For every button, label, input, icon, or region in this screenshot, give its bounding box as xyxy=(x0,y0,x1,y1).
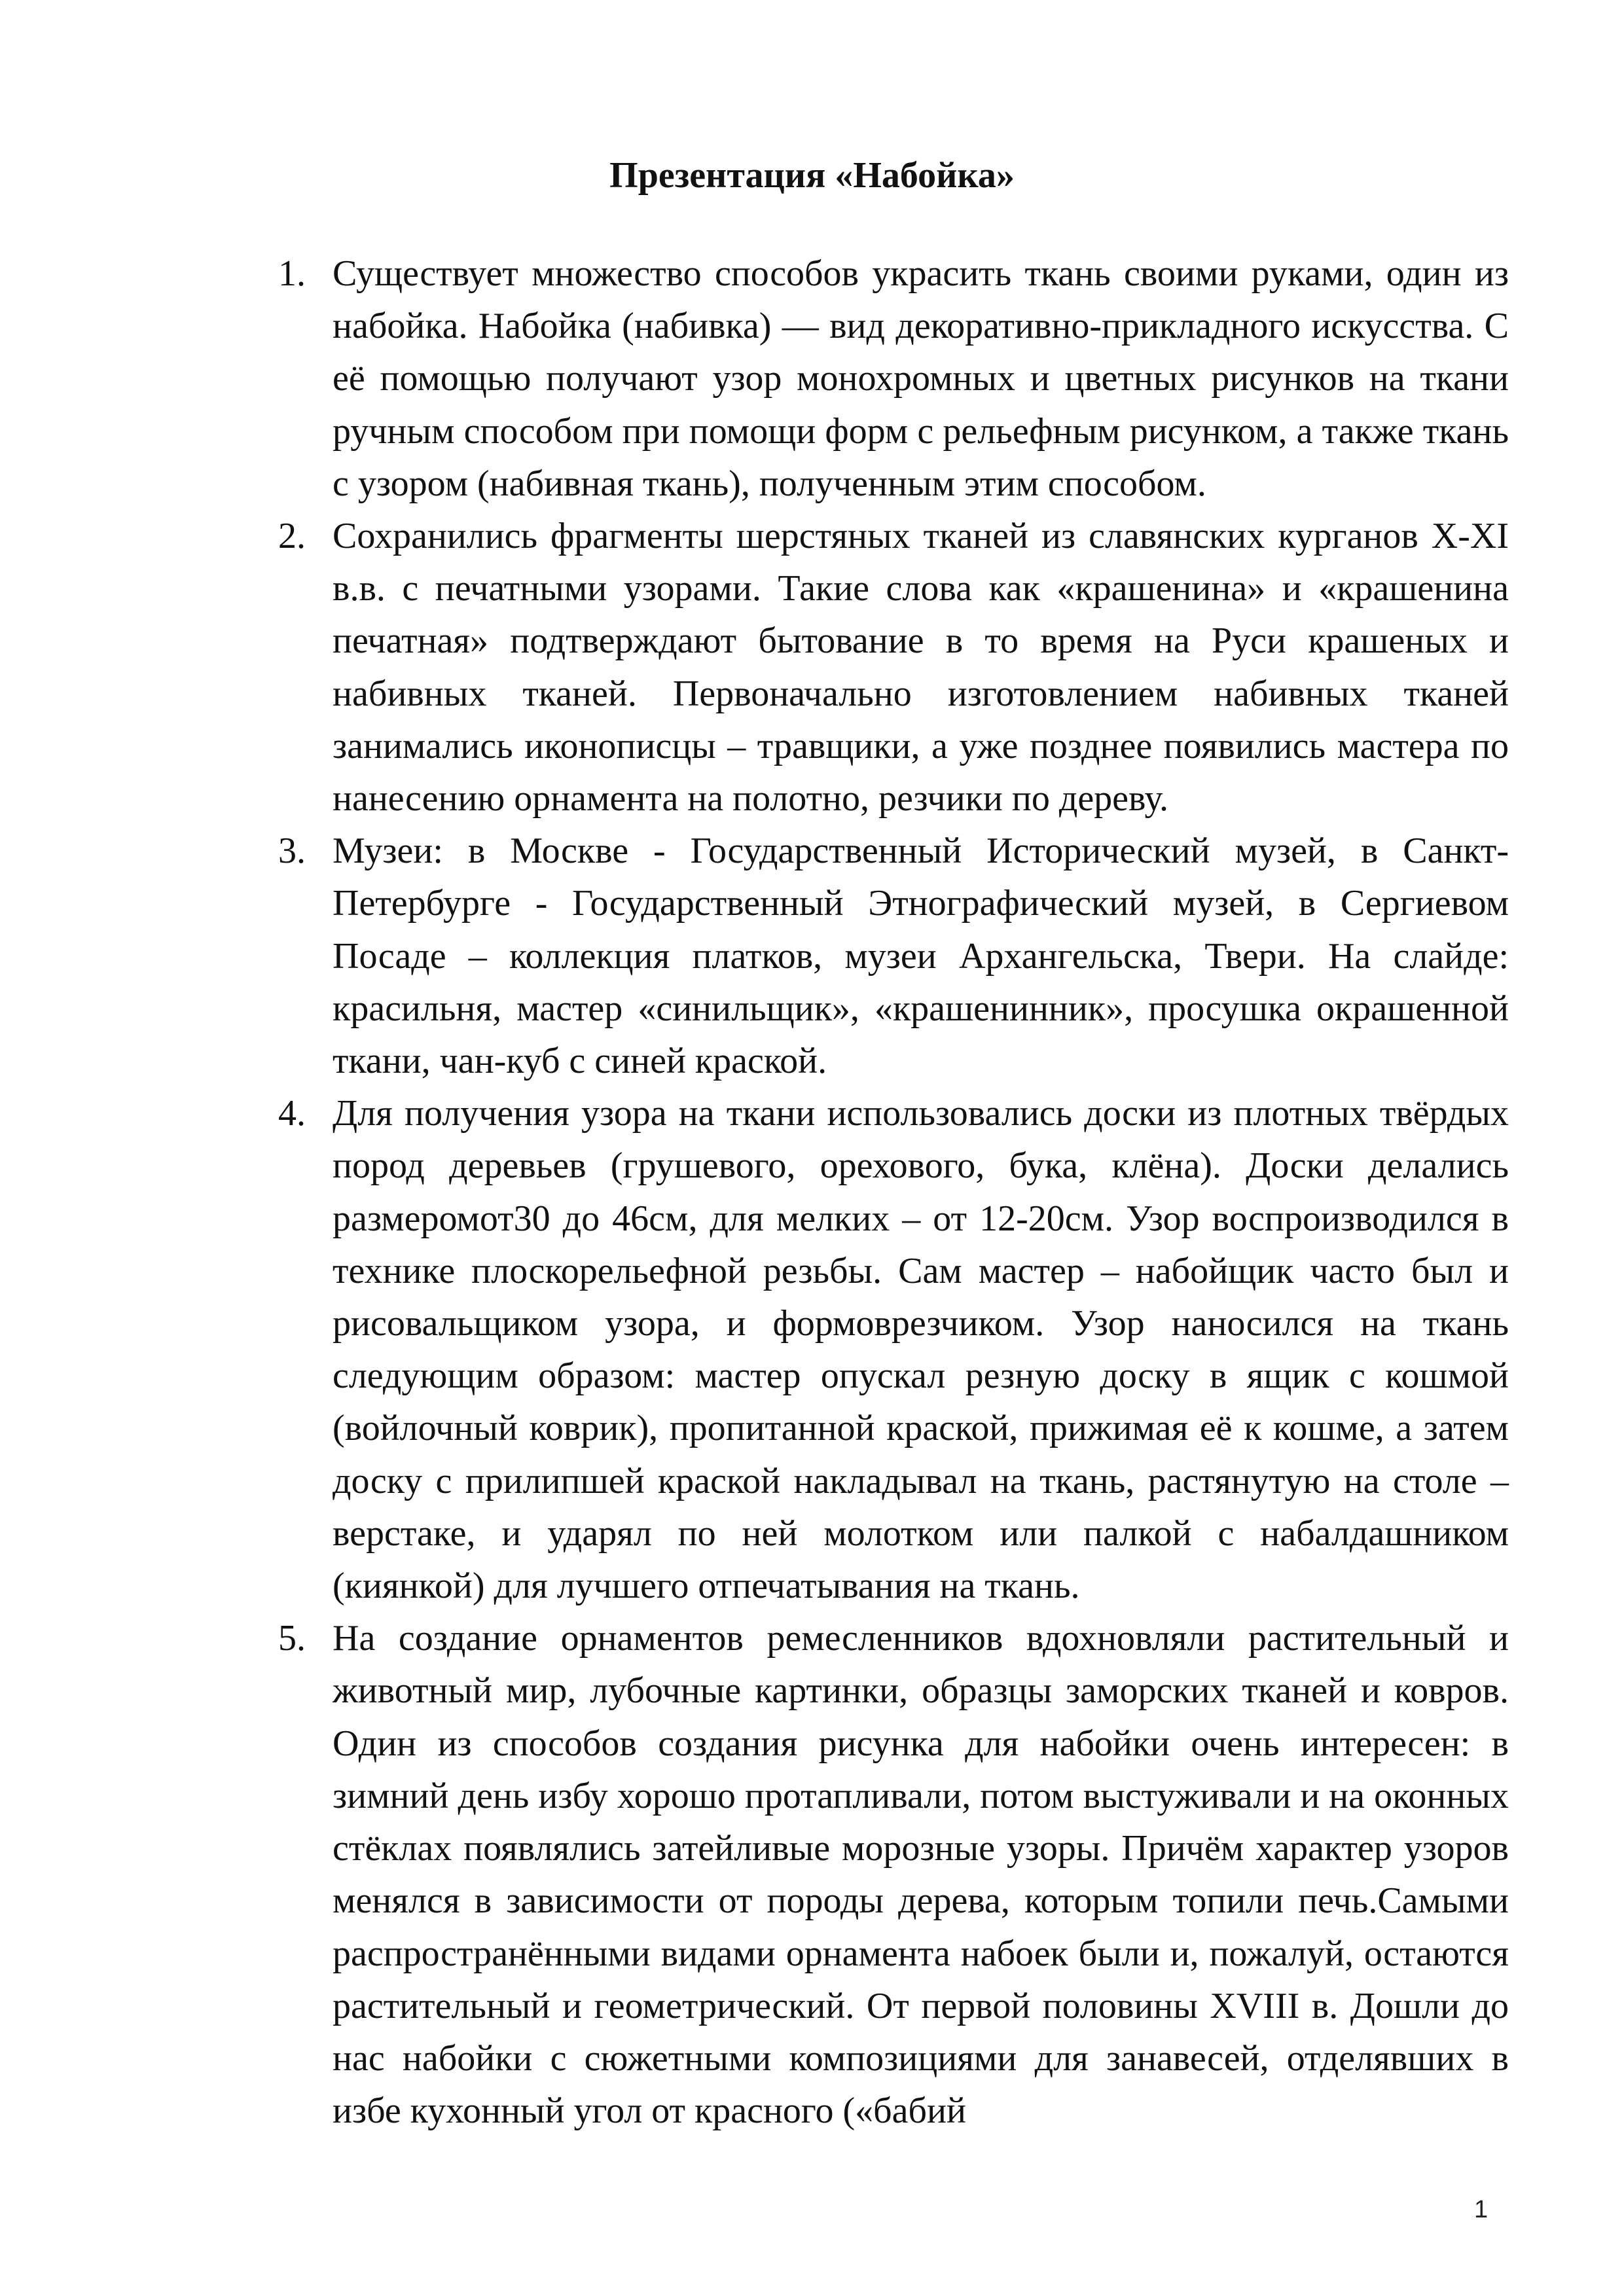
list-item xyxy=(265,825,1509,1087)
list-item-text: Существует множество способов украсить ткань своими руками, один из набойка. Набойка (набивка) — вид декоративно-прикладного искусства. С её помощью получают узор монохромных и цветных рисунков на ткани ручным способом при помощи форм с рельефным рисунком, а также ткань с узором (набивная ткань), полученным этим способом. xyxy=(333,253,1509,504)
list-item-number: 1. xyxy=(278,253,306,294)
list-item-number: 2. xyxy=(278,516,306,557)
page-title: Презентация «Набойка» xyxy=(609,155,1015,196)
page-number: 1 xyxy=(1474,2196,1489,2223)
list-item xyxy=(265,510,1509,825)
list-item-text: На создание орнаментов ремесленников вдохновляли растительный и животный мир, лубочные картинки, образцы заморских тканей и ковров. Один из способов создания рисунка для набойки очень интересен: в зимний день избу хорошо протапливали, потом выстуживали и на оконных стёклах появлялись затейливые морозные узоры. Причём характер узоров менялся в зависимости от породы дерева, которым топили печь.Самыми распространёнными видами орнамента набоек были и, пожалуй, остаются растительный и геометрический. От первой половины XVIII в. Дошли до нас набойки с сюжетными композициями для занавесей, отделявших в избе кухонный угол от красного («бабий xyxy=(333,1618,1509,2132)
list-item-text: Для получения узора на ткани использовались доски из плотных твёрдых пород деревьев (грушевого, орехового, бука, клёна). Доски делались размеромот30 до 46см, для мелких – от 12-20см. Узор воспроизводился в технике плоскорельефной резьбы. Сам мастер – набойщик часто был и рисовальщиком узора, и формоврезчиком. Узор наносился на ткань следующим образом: мастер опускал резную доску в ящик с кошмой (войлочный коврик), пропитанной краской, прижимая её к кошме, а затем доску с прилипшей краской накладывал на ткань, растянутую на столе – верстаке, и ударял по ней молотком или палкой с набалдашником (киянкой) для лучшего отпечатывания на ткань. xyxy=(333,1093,1509,1607)
list-item xyxy=(265,1087,1509,1612)
list-item xyxy=(265,247,1509,510)
list-item xyxy=(265,1612,1509,2137)
list-item-text: Музеи: в Москве - Государственный Исторический музей, в Санкт-Петербурге - Государственный Этнографический музей, в Сергиевом Посаде – коллекция платков, музеи Архангельска, Твери. На слайде: красильня, мастер «синильщик», «крашенинник», просушка окрашенной ткани, чан-куб с синей краской. xyxy=(333,831,1509,1082)
list-item-number: 3. xyxy=(278,831,306,872)
list-item-number: 5. xyxy=(278,1618,306,1659)
list-item-text: Сохранились фрагменты шерстяных тканей из славянских курганов X-XI в.в. с печатными узорами. Такие слова как «крашенина» и «крашенина печатная» подтверждают бытование в то время на Руси крашеных и набивных тканей. Первоначально изготовлением набивных тканей занимались иконописцы – травщики, а уже позднее появились мастера по нанесению орнамента на полотно, резчики по дереву. xyxy=(333,516,1509,819)
numbered-list xyxy=(265,247,1509,2137)
list-item-number: 4. xyxy=(278,1093,306,1134)
